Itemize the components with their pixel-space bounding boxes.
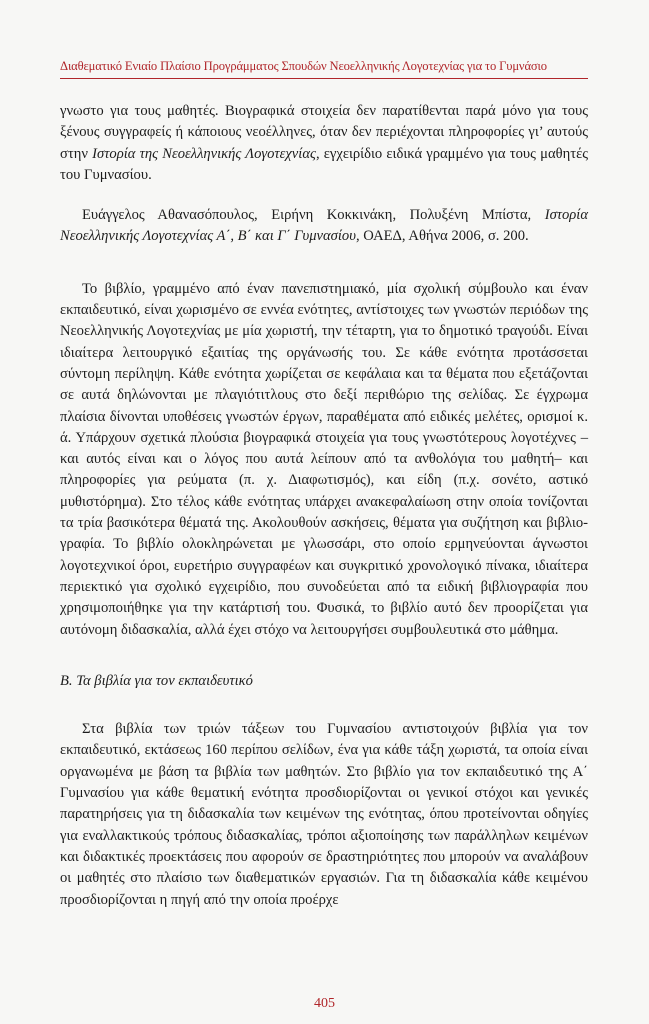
header-rule	[60, 78, 588, 79]
page-number: 405	[314, 996, 335, 1011]
paragraph-continuation	[60, 101, 588, 186]
reference-title: Ιστορία Νεοελληνικής Λογοτεχνίας Α΄, Β΄ και Γ΄ Γυμνασίου	[60, 207, 588, 245]
reference-authors: Ευάγγελος Αθανασόπουλος, Ειρήνη Κοκκινάκη, Πολυξένη Μπίστα,	[82, 207, 545, 224]
reference-publisher: , ΟΑΕΔ, Αθήνα 2006, σ. 200.	[355, 228, 529, 245]
paragraph-teacher-books: Στα βιβλία των τριών τάξεων του Γυμνασίου αντιστοιχούν βιβλία για τον εκπαιδευτικό, εκτάσεως 160 περίπου σελίδων, ένα για κάθε τάξη χωριστά, τα οποία είναι οργανωμένα με βάση τα βιβλία των μαθητών. Στο βιβλίο για τον εκπαιδευτικό της Α΄ Γυμνασίου για κάθε θεματική ενότητα προσδιορίζονται οι γενικοί στόχοι και γενικές παρατηρήσεις για τη διδασκαλία των κειμένων της ενότητας, όπου προτείνονται οδηγίες για εναλλακτικούς τρόπους διδασκαλίας, τρόποι αξιοποίησης των παράλληλων κειμένων και διδακτικές προεκτάσεις που αφορούν σε δραστηριότητες που μπορούν να αναλάβουν οι μαθητές στο πλαίσιο των διαθεματικών εργασιών. Για τη διδασκαλία κάθε κειμένου προσδιορίζονται η πηγή από την οποία προέρχε	[60, 721, 588, 908]
paragraph-text: γνωστο για τους μαθητές. Βιογραφικά στοιχεία δεν παρατίθενται παρά μόνο για τους ξένους συγγραφείς ή κάποιους νεοέλληνες, όταν δεν περιέχονται πληροφορίες γι’ αυτούς στην	[60, 103, 588, 162]
page-content	[60, 101, 588, 911]
section-heading: Β. Τα βιβλία για τον εκπαιδευτικό	[60, 672, 253, 689]
running-header: Διαθεματικό Ενιαίο Πλαίσιο Προγράμματος Σπουδών Νεοελληνικής Λογοτεχνίας για το Γυμνάσιο	[60, 59, 547, 73]
paragraph-book-description: Το βιβλίο, γραμμένο από έναν πανεπιστημιακό, μία σχολική σύμβουλο και έναν εκπαιδευτικό, είναι χωρισμένο σε εννέα ενότητες, αντίστοιχες των γνωστών περιόδων της Νεοελληνικής Λογοτεχνίας με μία χωριστή, την τέταρτη, για το δημοτικό τραγούδι. Είναι ιδιαίτερα λειτουργικό εξαιτίας της οργάνωσής του. Σε κάθε ενότητα προτάσσεται σύντομη περίληψη. Κάθε ενότητα χωρίζεται σε κεφάλαια και τα θέματα που εξετάζονται σε αυτά δηλώνονται με πλαγιότιτλους στο δεξί περιθώριο της σελίδας. Σε έγχρωμα πλαίσια δίνονται υποθέσεις γνωστών έργων, παραθέματα από ειδικές μελέτες, ορισμοί κ. ά. Υπάρχουν σχετικά πλούσια βιογραφικά στοιχεία για τους γνωστότερους λογοτέχνες –και αυτός είναι και ο λόγος που αυτά λείπουν από τα ανθολόγια του μαθητή– και πληροφορίες για ρεύματα (π. χ. Διαφωτισμός), και είδη (π.χ. σονέτο, αστικό μυθιστόρημα). Στο τέλος κάθε ενότητας υπάρχει ανακεφαλαίωση στην οποία τονίζονται τα τρία βασικότερα θέματά της. Ακολουθούν ασκήσεις, θέματα για συζήτηση και βιβλιογραφία. Το βιβλίο ολοκληρώνεται με γλωσσάρι, στο οποίο ερμηνεύονται άγνωστοι λογοτεχνικοί όροι, ευρετήριο συγγραφέων και συγκριτικό χρονολογικό πίνακα, ιδιαίτερα περιεκτικό για σχολικό εγχειρίδιο, που συνοδεύεται από τα ειδική βιβλιογραφία που χρησιμοποιήθηκε για την κατάρτισή του. Φυσικά, το βιβλίο αυτό δεν προορίζεται για αυτόνομη διδασκαλία, αλλά έχει στόχο να λειτουργήσει συμβουλευτικά στο μάθημα.	[60, 280, 588, 638]
paragraph-text: , εγχειρίδιο ειδικά γραμμένο για τους μαθητές του Γυμνασίου.	[60, 145, 588, 183]
bibliographic-reference	[60, 205, 588, 248]
italic-book-title: Ιστορία της Νεοελληνικής Λογοτεχνίας	[92, 145, 316, 162]
